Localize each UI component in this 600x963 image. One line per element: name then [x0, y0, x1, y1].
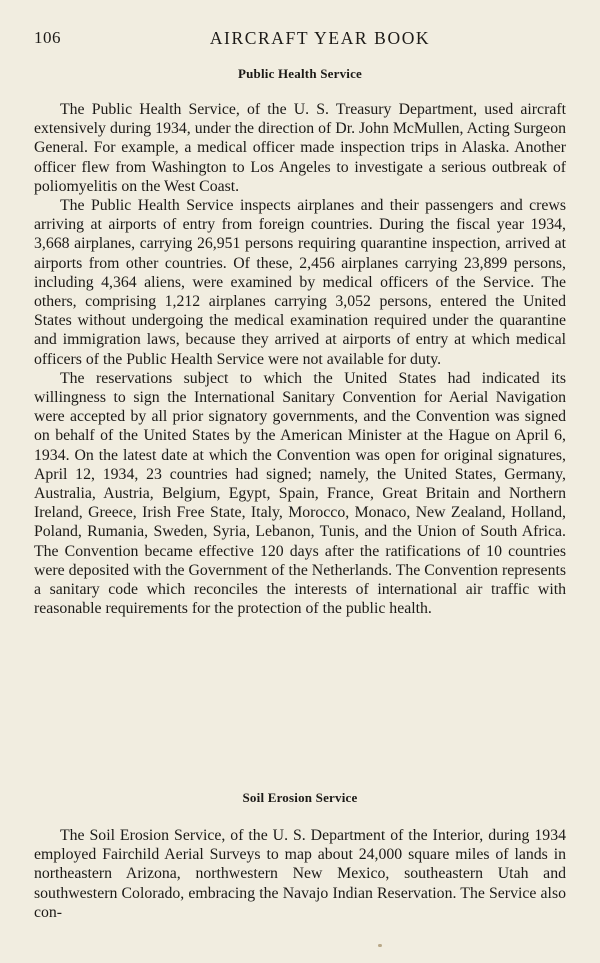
paragraph: The Soil Erosion Service, of the U. S. Department of the Interior, during 1934 employed Fairchild Aerial Surveys to map about 24,000 square miles of lands in northeastern Arizona, northwestern New Mexico, southeastern Utah and southwestern Colorado, embracing the Navajo Indian Reservation. The Service also con-: [34, 827, 566, 921]
running-head: [34, 28, 566, 50]
book-title: AIRCRAFT YEAR BOOK: [209, 28, 431, 48]
paragraph: The reservations subject to which the United States had indicated its willingness to sign the International Sanitary Convention for Aerial Navigation were accepted by all prior signatory governments, and the Convention was signed on behalf of the United States by the American Minister at the Hague on April 6, 1934. On the latest date at which the Convention was open for original signatures, April 12, 1934, 23 countries had signed; namely, the United States, Germany, Australia, Austria, Belgium, Egypt, Spain, France, Great Britain and Northern Ireland, Greece, Irish Free State, Italy, Morocco, Monaco, New Zealand, Holland, Poland, Rumania, Sweden, Syria, Lebanon, Tunis, and the Union of South Africa. The Convention became effective 120 days after the ratifications of 10 countries were deposited with the Government of the Netherlands. The Convention represents a sanitary code which reconciles the interests of international air traffic with reasonable requirements for the protection of the public health.: [34, 369, 566, 618]
paragraph: The Public Health Service inspects airplanes and their passengers and crews arriving at airports of entry from foreign countries. During the fiscal year 1934, 3,668 airplanes, carrying 26,951 persons requiring quarantine inspection, arrived at airports from other countries. Of these, 2,456 airplanes carrying 23,899 persons, including 4,364 aliens, were examined by medical officers of the Service. The others, comprising 1,212 airplanes carrying 3,052 persons, entered the United States without undergoing the medical examination required under the quarantine and immigration laws, because they arrived at airports of entry at which medical officers of the Public Health Service were not available for duty.: [34, 197, 566, 368]
paragraph: The Public Health Service, of the U. S. Treasury Department, used aircraft extensively during 1934, under the direction of Dr. John McMullen, Acting Surgeon General. For example, a medical officer made inspection trips in Alaska. Another officer flew from Washington to Los Angeles to investigate a serious outbreak of poliomyelitis on the West Coast.: [34, 101, 566, 195]
paper-blemish: [378, 944, 382, 947]
section-soil-erosion-service: [34, 790, 566, 922]
page-number: 106: [34, 28, 61, 47]
section-heading: Public Health Service: [237, 66, 363, 81]
section-public-health-service: [34, 66, 566, 618]
section-heading: Soil Erosion Service: [242, 790, 358, 805]
